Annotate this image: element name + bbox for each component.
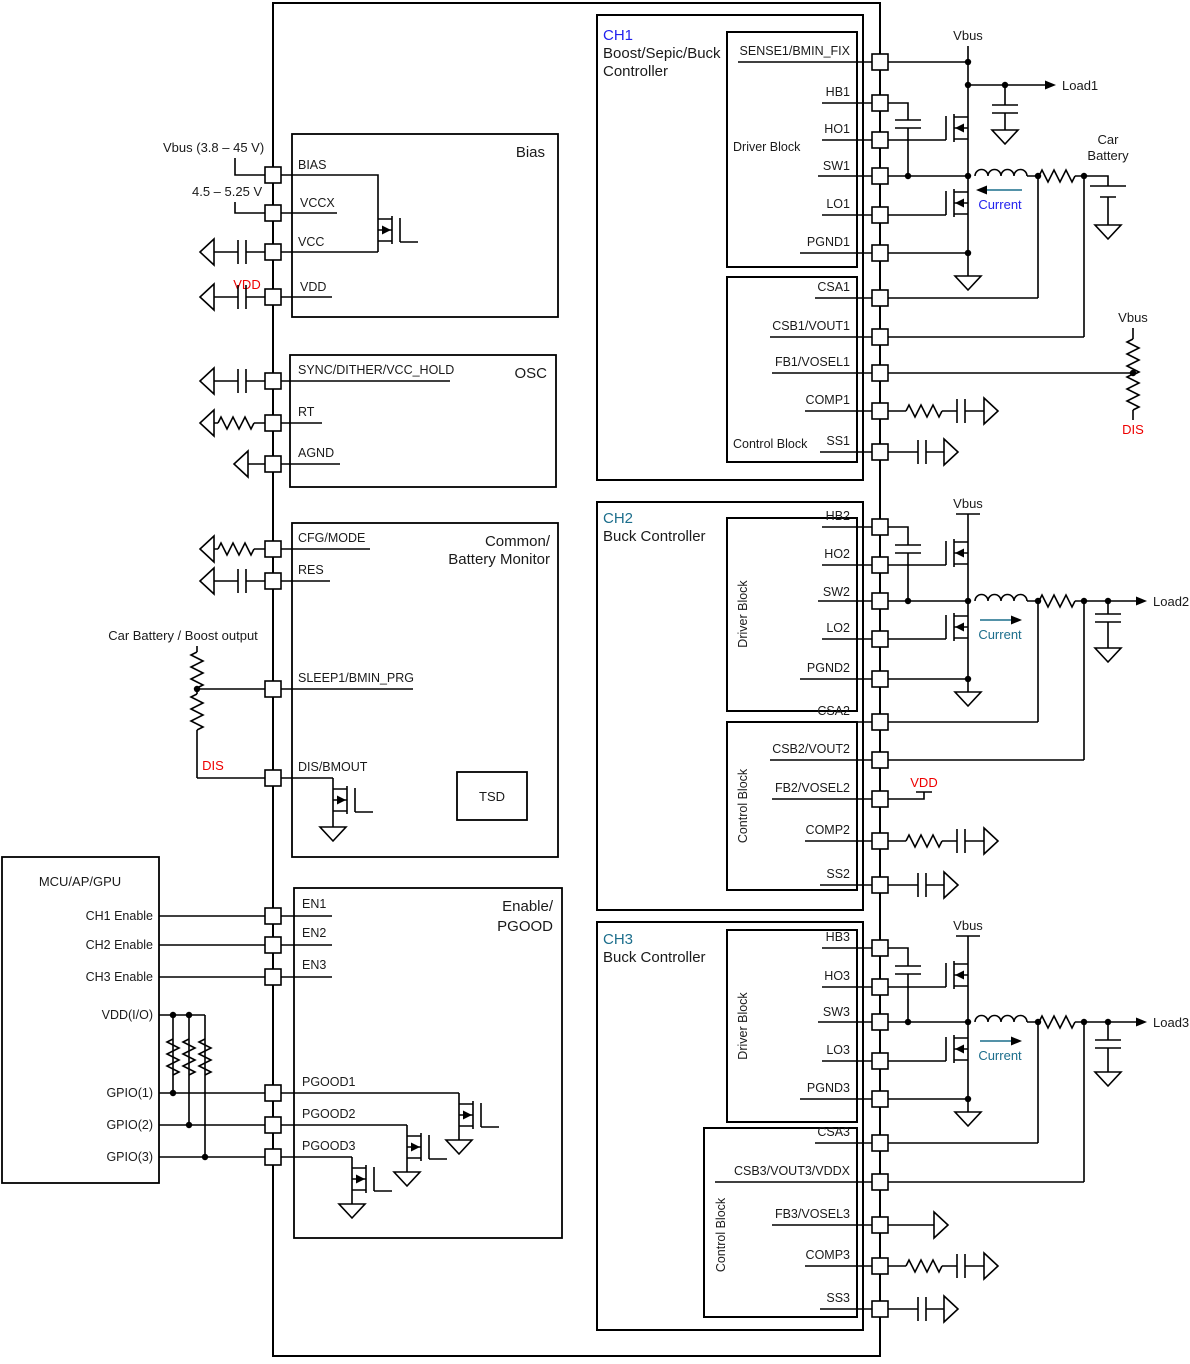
pin-cfg [265,541,281,557]
ground-icon [955,692,981,706]
pin-label-ho2: HO2 [824,547,850,561]
pin-label-sw2: SW2 [822,585,850,599]
pin-label-pgood3: PGOOD3 [302,1139,356,1153]
pin-sw3 [872,1014,888,1030]
pin-label-en1: EN1 [302,897,327,911]
ground-icon [992,130,1018,144]
pin-vcc [265,244,281,260]
load3-arrow-icon [1136,1018,1147,1027]
bias-block [281,134,558,317]
bias-title: Bias [515,144,545,161]
pin-label-hb2: HB2 [825,509,850,523]
ch1-block [597,15,872,480]
pin-label-ss2: SS2 [826,867,850,881]
sense-resistor-icon [1039,170,1075,182]
ground-icon [955,1112,981,1126]
output-capacitor-icon [1095,614,1121,622]
mcu-vddio: VDD(I/O) [101,1008,153,1022]
ground-icon [955,276,981,290]
pin-label-dis-bmout: DIS/BMOUT [298,760,368,774]
capacitor-icon [918,1297,926,1321]
pin-csb1 [872,329,888,345]
lowside-mosfet-icon [946,613,968,641]
vcc-range-label: 4.5 – 5.25 V [192,184,263,199]
mcu-wiring [159,916,265,1160]
pin-agnd [265,456,281,472]
current-arrow-icon [1011,616,1022,625]
bootstrap-capacitor-icon [895,545,921,553]
pin-csa2 [872,714,888,730]
ground-icon [984,1253,998,1279]
highside-mosfet-icon [946,114,968,142]
pin-lo1 [872,207,888,223]
pin-comp1 [872,403,888,419]
pin-label-agnd: AGND [298,446,335,460]
pin-pgood1 [265,1085,281,1101]
pin-csb3 [872,1174,888,1190]
capacitor-icon [957,399,965,423]
capacitor-icon [918,440,926,464]
pin-vdd [265,289,281,305]
sync-net [200,368,265,394]
pin-pgnd1 [872,245,888,261]
pin-en2 [265,937,281,953]
pin-label-ho3: HO3 [824,969,850,983]
pin-label-sync: SYNC/DITHER/VCC_HOLD [298,363,455,377]
pin-fb3 [872,1217,888,1233]
pin-hb1 [872,95,888,111]
ch1-type-2: Controller [603,63,669,80]
ground-icon [200,239,214,265]
pin-label-fb2: FB2/VOSEL2 [774,781,850,795]
cfg-net [200,536,265,562]
pin-csa3 [872,1135,888,1151]
load1-label: Load1 [1062,78,1099,93]
pin-label-comp3: COMP3 [805,1248,850,1262]
inductor-icon [975,170,1027,177]
pin-label-csb2: CSB2/VOUT2 [772,742,850,756]
capacitor-icon [918,873,926,897]
fb1-dis-label: DIS [1122,422,1144,437]
vdd-decoupling [200,277,265,310]
ch2-name: CH2 [603,510,634,527]
car-battery-icon [1090,186,1126,197]
bootstrap-capacitor-icon [895,120,921,128]
pin-label-vcc: VCC [298,235,325,249]
pin-ho2 [872,557,888,573]
capacitor-icon [238,240,246,264]
pin-label-en3: EN3 [302,958,327,972]
pin-label-comp2: COMP2 [805,823,850,837]
ground-icon [944,439,958,465]
pin-label-pgnd3: PGND3 [806,1081,850,1095]
ch2-control-label: Control Block [736,768,750,844]
resistor-icon [191,652,203,688]
ground-icon [200,410,214,436]
capacitor-icon [992,105,1018,113]
pin-label-lo1: LO1 [826,197,850,211]
feedback-resistor-icon [1127,374,1139,410]
car-battery-label-1: Car [1097,132,1119,147]
pin-label-pgnd1: PGND1 [806,235,850,249]
pullup-resistor-icon [199,1039,211,1075]
pin-hb2 [872,519,888,535]
pin-fb2 [872,791,888,807]
mcu-gpio2: GPIO(2) [106,1118,153,1132]
mcu-title: MCU/AP/GPU [38,874,122,889]
ground-icon [200,284,214,310]
fb1-vbus-label: Vbus [1118,310,1148,325]
capacitor-icon [238,369,246,393]
load2-label: Load2 [1153,594,1190,609]
ch2-driver-label: Driver Block [736,580,750,648]
current-arrow-icon [1011,1037,1022,1046]
pin-ss2 [872,877,888,893]
inductor-icon [975,595,1027,602]
pin-label-csa3: CSA3 [817,1125,850,1139]
pin-ho1 [872,132,888,148]
pin-csb2 [872,752,888,768]
car-battery-label-2: Battery [1087,148,1129,163]
ch3-vbus-label: Vbus [953,918,983,933]
highside-mosfet-icon [946,961,968,989]
ground-icon [1095,225,1121,239]
pin-label-sw3: SW3 [822,1005,850,1019]
ch2-power-stage [888,496,1189,898]
ch1-power-stage [888,28,1148,465]
mcu-gpio3: GPIO(3) [106,1150,153,1164]
pin-en1 [265,908,281,924]
ground-icon [984,398,998,424]
pin-label-csa2: CSA2 [817,704,850,718]
ch1-control-label: Control Block [733,437,808,451]
dis-net-label: DIS [202,758,224,773]
pin-label-fb1: FB1/VOSEL1 [774,355,850,369]
mcu-ch3-enable: CH3 Enable [85,970,153,984]
bootstrap-capacitor-icon [895,966,921,974]
res-net [200,568,265,594]
pin-lo2 [872,631,888,647]
pin-label-csb1: CSB1/VOUT1 [772,319,850,333]
capacitor-icon [957,1254,965,1278]
pin-label-hb1: HB1 [825,85,850,99]
pin-label-en2: EN2 [302,926,327,940]
sense-resistor-icon [1039,595,1075,607]
ch3-driver-label: Driver Block [736,992,750,1060]
pin-label-lo3: LO3 [826,1043,850,1057]
pin-label-comp1: COMP1 [805,393,850,407]
ch3-name: CH3 [603,931,634,948]
pin-sleep1 [265,681,281,697]
ch2-type: Buck Controller [603,528,706,545]
ch2-vbus-label: Vbus [953,496,983,511]
enable-title-2: PGOOD [497,918,553,935]
pin-label-pgood1: PGOOD1 [302,1075,356,1089]
resistor-icon [218,543,254,555]
pin-label-pgnd2: PGND2 [806,661,850,675]
pin-sync [265,373,281,389]
vbus-input-net [163,140,265,213]
pin-label-sense1: SENSE1/BMIN_FIX [739,44,850,58]
ground-icon [234,451,248,477]
load3-label: Load3 [1153,1015,1190,1030]
ground-icon [944,1296,958,1322]
mcu-ch2-enable: CH2 Enable [85,938,153,952]
pin-label-csa1: CSA1 [817,280,850,294]
ground-icon [1095,648,1121,662]
enable-title-1: Enable/ [502,898,553,915]
common-title-2: Battery Monitor [448,551,550,568]
pin-csa1 [872,290,888,306]
pin-label-vccx: VCCX [300,196,335,210]
ground-icon [1095,1072,1121,1086]
pin-label-ss1: SS1 [826,434,850,448]
pullup-resistor-icon [183,1039,195,1075]
ch1-driver-label: Driver Block [733,140,801,154]
pin-label-rt: RT [298,405,315,419]
tsd-label: TSD [479,789,505,804]
enable-pgood-block [281,888,562,1238]
pin-label-ss3: SS3 [826,1291,850,1305]
ch3-power-stage [888,918,1189,1322]
lowside-mosfet-icon [946,189,968,217]
osc-title: OSC [514,365,547,382]
pin-label-bias: BIAS [298,158,327,172]
pin-vccx [265,205,281,221]
pin-ss1 [872,444,888,460]
ch3-type: Buck Controller [603,949,706,966]
ch3-current-label: Current [978,1048,1022,1063]
pin-sw1 [872,168,888,184]
pin-lo3 [872,1053,888,1069]
common-title-1: Common/ [484,533,550,550]
pin-label-ho1: HO1 [824,122,850,136]
vbus-range-label: Vbus (3.8 – 45 V) [163,140,265,155]
common-battery-monitor-block [281,523,558,857]
resistor-icon [906,835,942,847]
pin-ho3 [872,979,888,995]
pin-label-vdd: VDD [300,280,327,294]
resistor-icon [191,694,203,730]
agnd-net [234,451,265,477]
output-capacitor-icon [1095,1040,1121,1048]
pin-hb3 [872,940,888,956]
ch2-current-label: Current [978,627,1022,642]
ground-icon [944,872,958,898]
resistor-icon [906,1260,942,1272]
ch1-current-label: Current [978,197,1022,212]
pin-label-csb3: CSB3/VOUT3/VDDX [733,1164,850,1178]
pullup-resistor-icon [167,1039,179,1075]
pin-label-lo2: LO2 [826,621,850,635]
pin-sense1 [872,54,888,70]
pin-label-fb3: FB3/VOSEL3 [774,1207,850,1221]
capacitor-icon [957,829,965,853]
fb2-vdd-label: VDD [910,775,938,790]
mcu-ch1-enable: CH1 Enable [85,909,153,923]
ch3-block [597,922,872,1330]
pin-sw2 [872,593,888,609]
current-arrow-icon [976,186,987,195]
pin-en3 [265,969,281,985]
sense-resistor-icon [1039,1016,1075,1028]
ch3-control-label: Control Block [714,1197,728,1273]
ch2-block [597,502,872,910]
resistor-icon [906,405,942,417]
ground-icon [200,368,214,394]
load1-arrow-icon [1045,81,1056,90]
ch1-type-1: Boost/Sepic/Buck [603,45,721,62]
pin-label-sleep1: SLEEP1/BMIN_PRG [298,671,415,685]
vcc-decoupling [200,239,265,265]
pin-ss3 [872,1301,888,1317]
ground-icon [934,1212,948,1238]
vdd-net-label: VDD [233,277,261,292]
pin-label-res: RES [298,563,324,577]
pin-pgood2 [265,1117,281,1133]
pin-pgnd2 [872,671,888,687]
ground-icon [984,828,998,854]
ground-icon [200,536,214,562]
pin-comp3 [872,1258,888,1274]
pin-bias [265,167,281,183]
inductor-icon [975,1016,1027,1023]
osc-block [281,355,556,487]
mcu-gpio1: GPIO(1) [106,1086,153,1100]
pin-pgood3 [265,1149,281,1165]
mcu-block [2,857,159,1183]
ch1-name: CH1 [603,27,634,44]
pin-label-pgood2: PGOOD2 [302,1107,356,1121]
ground-icon [200,568,214,594]
ch1-vbus-label: Vbus [953,28,983,43]
load2-arrow-icon [1136,597,1147,606]
pin-pgnd3 [872,1091,888,1107]
lowside-mosfet-icon [946,1035,968,1063]
pin-dis [265,770,281,786]
pin-rt [265,415,281,431]
pin-fb1 [872,365,888,381]
rt-net [200,410,265,436]
highside-mosfet-icon [946,539,968,567]
pin-comp2 [872,833,888,849]
pin-label-hb3: HB3 [825,930,850,944]
resistor-icon [218,417,254,429]
feedback-resistor-icon [1127,339,1139,375]
pin-label-cfg: CFG/MODE [298,531,366,545]
battery-monitor-divider [108,628,265,778]
pin-label-sw1: SW1 [822,159,850,173]
capacitor-icon [238,569,246,593]
car-battery-boost-label: Car Battery / Boost output [108,628,258,643]
pin-res [265,573,281,589]
